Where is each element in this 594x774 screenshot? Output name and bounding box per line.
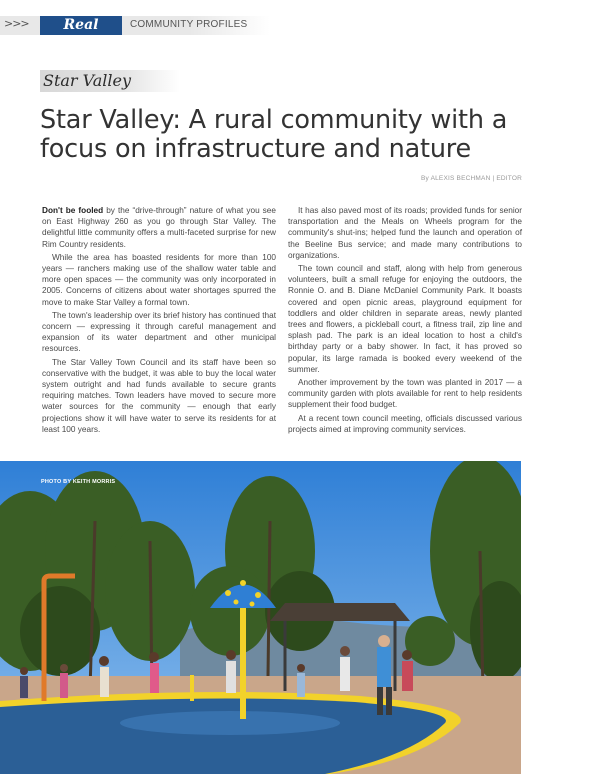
splash-pad-illustration	[0, 461, 521, 774]
paragraph: While the area has boasted residents for more than 100 years — ranchers making use of the shallow water table and more open spaces — the community was only incorporated in 2005. Concerns of citizens about water shortages spurred the move to make Star Valley a formal town.	[42, 252, 276, 307]
lead-in: Don't be fooled	[42, 206, 104, 215]
paragraph: The Star Valley Town Council and its staff have been so conservative with the budget, it was able to buy the local water system outright and had funds available to secure grants requiring matches. Town leaders have moved to secure more water sources for the community — enough that early projections show it will have water to serve its residents for at least 100 years.	[42, 357, 276, 434]
article-column-1	[42, 205, 276, 437]
place-label: Star Valley	[43, 71, 132, 90]
park-photo	[0, 461, 521, 774]
paragraph: The town council and staff, along with help from generous volunteers, built a small refuge for enjoying the outdoors, the Ronnie O. and B. Diane McDaniel Community Park. It boasts covered and open picnic areas, playground equipment for toddlers and older children in separate areas, newly planted trees and flowers, a pickleball court, a fitness trail, zip line and splash pad. The park is an ideal location to host a child's birthday party or a baby shower. In fact, it has proved so popular, its large ramada is booked every weekend of the summer.	[288, 264, 522, 374]
paragraph: The town's leadership over its brief history has continued that concern — expressing it through careful management and expansion of its water department and other municipal resources.	[42, 310, 276, 354]
article-byline: By ALEXIS BECHMAN | EDITOR	[420, 175, 522, 182]
article-column-2	[288, 205, 522, 437]
paragraph-text: by the “drive-through” nature of what you see on East Highway 260 as you go through Star Valley. The delightful little community offers a multi-faceted surprise for new Rim Country residents.	[42, 206, 276, 249]
paragraph	[42, 205, 276, 250]
paragraph: It has also paved most of its roads; provided funds for senior transportation and the Meals on Wheels program for the community's shut-ins; helped fund the launch and operation of the Beeline Bus service; and made many contributions to organizations.	[288, 206, 522, 260]
article-headline: Star Valley: A rural community with a focus on infrastructure and nature	[40, 105, 508, 164]
section-tag[interactable]: Real Estate	[40, 16, 122, 35]
photo-credit: PHOTO BY KEITH MORRIS	[41, 479, 116, 485]
subsection-label[interactable]: COMMUNITY PROFILES	[130, 19, 248, 30]
header-arrows: >>>	[4, 17, 29, 30]
paragraph: At a recent town council meeting, officials discussed various projects aimed at improving community services.	[288, 413, 522, 434]
paragraph: Another improvement by the town was planted in 2017 — a community garden with plots available for rent to help residents supplement their food budget.	[288, 378, 522, 410]
